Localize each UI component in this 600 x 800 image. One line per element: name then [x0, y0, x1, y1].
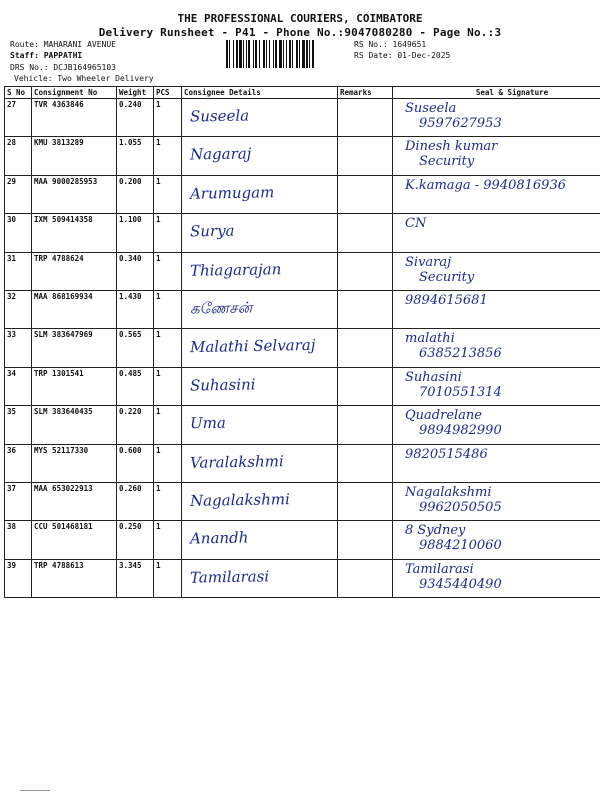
table-row	[5, 252, 600, 290]
consignee-cell	[182, 482, 338, 520]
consignee-cell	[182, 252, 338, 290]
table-row	[5, 175, 600, 213]
barcode-bar	[299, 40, 300, 68]
signature-line: 9962050505	[419, 499, 502, 515]
barcode-icon	[226, 40, 350, 68]
weight-cell: 0.220	[117, 406, 154, 444]
consignment-cell: MAA 653022913	[32, 482, 117, 520]
signature-line: Security	[419, 154, 475, 170]
signature-line: 9597627953	[419, 116, 502, 131]
rs-number: RS No.: 1649651	[354, 40, 427, 49]
consignee-name: Arumugam	[189, 183, 275, 203]
signature-handwriting	[405, 523, 502, 553]
consignment-cell: TRP 4788613	[32, 559, 117, 597]
weight-cell: 0.200	[117, 175, 154, 213]
weight-cell: 0.565	[117, 329, 154, 367]
staff-label: Staff: PAPPATHI	[10, 51, 83, 60]
signature-line: Suhasini	[405, 369, 462, 385]
signature-cell	[393, 175, 600, 213]
remarks-cell	[338, 175, 393, 213]
col-remarks: Remarks	[338, 87, 393, 99]
vehicle-label: Vehicle: Two Wheeler Delivery	[14, 74, 154, 83]
barcode-bar	[246, 40, 247, 68]
sno-cell: 37	[5, 482, 32, 520]
consignee-cell	[182, 290, 338, 328]
drs-number: DRS No.: DCJB164965103	[10, 63, 116, 72]
signature-line: 9820515486	[405, 446, 488, 462]
sno-cell: 29	[5, 175, 32, 213]
barcode-bar	[226, 40, 228, 68]
consignee-name: Anandh	[189, 528, 249, 548]
sno-cell: 39	[5, 559, 32, 597]
barcode-bar	[286, 40, 287, 68]
remarks-cell	[338, 329, 393, 367]
signature-handwriting	[405, 370, 502, 400]
consignee-name: Suseela	[189, 106, 250, 126]
sno-cell: 27	[5, 99, 32, 137]
remarks-cell	[338, 444, 393, 482]
barcode-bar	[309, 40, 310, 68]
remarks-cell	[338, 406, 393, 444]
signature-handwriting	[405, 216, 426, 231]
remarks-cell	[338, 367, 393, 405]
signature-line: Suseela	[405, 101, 457, 116]
consignment-cell: IXM 509414358	[32, 214, 117, 252]
weight-cell: 0.485	[117, 367, 154, 405]
sno-cell: 36	[5, 444, 32, 482]
company-name: THE PROFESSIONAL COURIERS, COIMBATORE	[177, 12, 423, 25]
barcode-bar	[236, 40, 238, 68]
pcs-cell: 1	[154, 559, 182, 597]
barcode-bar	[279, 40, 282, 68]
sno-cell: 35	[5, 406, 32, 444]
consignee-name: Surya	[189, 221, 235, 241]
signature-line: CN	[405, 216, 427, 232]
remarks-cell	[338, 290, 393, 328]
barcode-bar	[253, 40, 254, 68]
consignee-cell	[182, 444, 338, 482]
barcode-bar	[312, 40, 314, 68]
weight-cell: 3.345	[117, 559, 154, 597]
consignee-name: Tamilarasi	[189, 566, 270, 587]
consignee-cell	[182, 559, 338, 597]
consignment-cell: TVR 4363846	[32, 99, 117, 137]
signature-handwriting	[405, 139, 497, 169]
consignment-cell: TRP 4788624	[32, 252, 117, 290]
weight-cell: 1.100	[117, 214, 154, 252]
weight-cell: 0.340	[117, 252, 154, 290]
sno-cell: 34	[5, 367, 32, 405]
runsheet-table	[4, 86, 600, 598]
consignee-cell	[182, 367, 338, 405]
barcode-bar	[273, 40, 274, 68]
sno-cell: 28	[5, 137, 32, 175]
table-row	[5, 444, 600, 482]
pcs-cell: 1	[154, 444, 182, 482]
page-mark	[20, 790, 50, 791]
signature-line: Tamilarasi	[405, 561, 474, 577]
table-row	[5, 406, 600, 444]
weight-cell: 1.055	[117, 137, 154, 175]
barcode-bar	[263, 40, 265, 68]
signature-cell	[393, 444, 600, 482]
barcode-bar	[229, 40, 230, 68]
signature-cell	[393, 99, 600, 137]
remarks-cell	[338, 521, 393, 559]
pcs-cell: 1	[154, 406, 182, 444]
sno-cell: 38	[5, 521, 32, 559]
runsheet-title: Delivery Runsheet - P41 - Phone No.:9047080280 - Page No.:3	[98, 26, 502, 39]
signature-cell	[393, 559, 600, 597]
consignee-name: Thiagarajan	[189, 259, 282, 280]
table-row	[5, 329, 600, 367]
barcode-bar	[243, 40, 244, 68]
consignee-name: Malathi Selvaraj	[189, 336, 316, 357]
weight-cell: 0.260	[117, 482, 154, 520]
signature-cell	[393, 290, 600, 328]
consignee-cell	[182, 521, 338, 559]
barcode-bar	[302, 40, 305, 68]
signature-line: Quadrelane	[405, 408, 482, 424]
consignee-name: Uma	[189, 413, 226, 433]
pcs-cell: 1	[154, 521, 182, 559]
pcs-cell: 1	[154, 252, 182, 290]
signature-handwriting	[405, 178, 566, 193]
table-row	[5, 482, 600, 520]
barcode-bar	[283, 40, 284, 68]
barcode-bar	[248, 40, 250, 68]
sno-cell: 33	[5, 329, 32, 367]
signature-line: malathi	[405, 331, 455, 347]
barcode-bar	[275, 40, 277, 68]
table-row	[5, 99, 600, 137]
signature-line: K.kamaga - 9940816936	[405, 177, 566, 193]
barcode-bar	[269, 40, 270, 68]
signature-handwriting	[405, 562, 502, 592]
signature-line: 9894615681	[405, 292, 488, 308]
barcode-bar	[239, 40, 242, 68]
col-pcs: PCS	[154, 87, 182, 99]
consignee-name: கணேசன்	[189, 298, 253, 318]
rs-date: RS Date: 01-Dec-2025	[354, 51, 451, 60]
barcode-bar	[292, 40, 293, 68]
consignee-cell	[182, 137, 338, 175]
table-row	[5, 521, 600, 559]
col-sno: S No	[5, 87, 32, 99]
remarks-cell	[338, 214, 393, 252]
pcs-cell: 1	[154, 137, 182, 175]
consignment-cell: MYS 52117330	[32, 444, 117, 482]
sno-cell: 32	[5, 290, 32, 328]
signature-line: 9894982990	[419, 423, 502, 439]
pcs-cell: 1	[154, 329, 182, 367]
remarks-cell	[338, 252, 393, 290]
signature-line: 6385213856	[419, 346, 502, 362]
remarks-cell	[338, 137, 393, 175]
pcs-cell: 1	[154, 367, 182, 405]
signature-cell	[393, 252, 600, 290]
consignment-cell: SLM 383640435	[32, 406, 117, 444]
signature-handwriting	[405, 331, 502, 361]
consignee-cell	[182, 329, 338, 367]
consignee-name: Varalakshmi	[189, 451, 284, 472]
sno-cell: 30	[5, 214, 32, 252]
table-row	[5, 137, 600, 175]
signature-line: 8 Sydney	[405, 523, 466, 539]
consignee-name: Suhasini	[189, 375, 256, 395]
signature-line: 7010551314	[419, 384, 502, 400]
consignee-cell	[182, 406, 338, 444]
remarks-cell	[338, 559, 393, 597]
col-consignment: Consignment No	[32, 87, 117, 99]
table-header-row	[5, 87, 600, 99]
signature-line: 9345440490	[419, 576, 502, 592]
signature-handwriting	[405, 101, 502, 131]
signature-handwriting	[405, 408, 502, 438]
signature-handwriting	[405, 447, 488, 462]
consignee-cell	[182, 99, 338, 137]
barcode-bar	[266, 40, 267, 68]
weight-cell: 0.240	[117, 99, 154, 137]
pcs-cell: 1	[154, 99, 182, 137]
barcode-bar	[259, 40, 260, 68]
consignment-cell: KMU 3813289	[32, 137, 117, 175]
signature-handwriting	[405, 485, 502, 515]
signature-line: Dinesh kumar	[405, 139, 498, 155]
signature-line: Nagalakshmi	[405, 484, 492, 500]
pcs-cell: 1	[154, 214, 182, 252]
table-row	[5, 214, 600, 252]
signature-cell	[393, 482, 600, 520]
consignee-cell	[182, 214, 338, 252]
table-row	[5, 290, 600, 328]
consignment-cell: CCU 501468181	[32, 521, 117, 559]
col-consignee: Consignee Details	[182, 87, 338, 99]
barcode-bar	[233, 40, 234, 68]
consignment-cell: TRP 1301541	[32, 367, 117, 405]
consignee-name: Nagaraj	[189, 144, 252, 164]
signature-line: 9884210060	[419, 538, 502, 554]
weight-cell: 0.250	[117, 521, 154, 559]
barcode-bar	[289, 40, 291, 68]
consignment-cell: MAA 9000285953	[32, 175, 117, 213]
barcode-bar	[296, 40, 298, 68]
signature-cell	[393, 137, 600, 175]
col-signature: Seal & Signature	[393, 87, 600, 99]
table-row	[5, 367, 600, 405]
signature-handwriting	[405, 293, 488, 308]
sno-cell: 31	[5, 252, 32, 290]
consignee-cell	[182, 175, 338, 213]
pcs-cell: 1	[154, 482, 182, 520]
consignment-cell: SLM 383647969	[32, 329, 117, 367]
remarks-cell	[338, 482, 393, 520]
barcode-bar	[255, 40, 257, 68]
signature-cell	[393, 329, 600, 367]
remarks-cell	[338, 99, 393, 137]
signature-cell	[393, 406, 600, 444]
signature-cell	[393, 214, 600, 252]
weight-cell: 1.430	[117, 290, 154, 328]
signature-handwriting	[405, 255, 474, 285]
signature-line: Sivaraj	[405, 254, 452, 270]
signature-cell	[393, 521, 600, 559]
pcs-cell: 1	[154, 175, 182, 213]
weight-cell: 0.600	[117, 444, 154, 482]
consignee-name: Nagalakshmi	[189, 490, 290, 510]
barcode-bar	[306, 40, 308, 68]
route-label: Route: MAHARANI AVENUE	[10, 40, 116, 49]
table-row	[5, 559, 600, 597]
pcs-cell: 1	[154, 290, 182, 328]
signature-line: Security	[419, 269, 475, 285]
consignment-cell: MAA 868169934	[32, 290, 117, 328]
col-weight: Weight	[117, 87, 154, 99]
signature-cell	[393, 367, 600, 405]
